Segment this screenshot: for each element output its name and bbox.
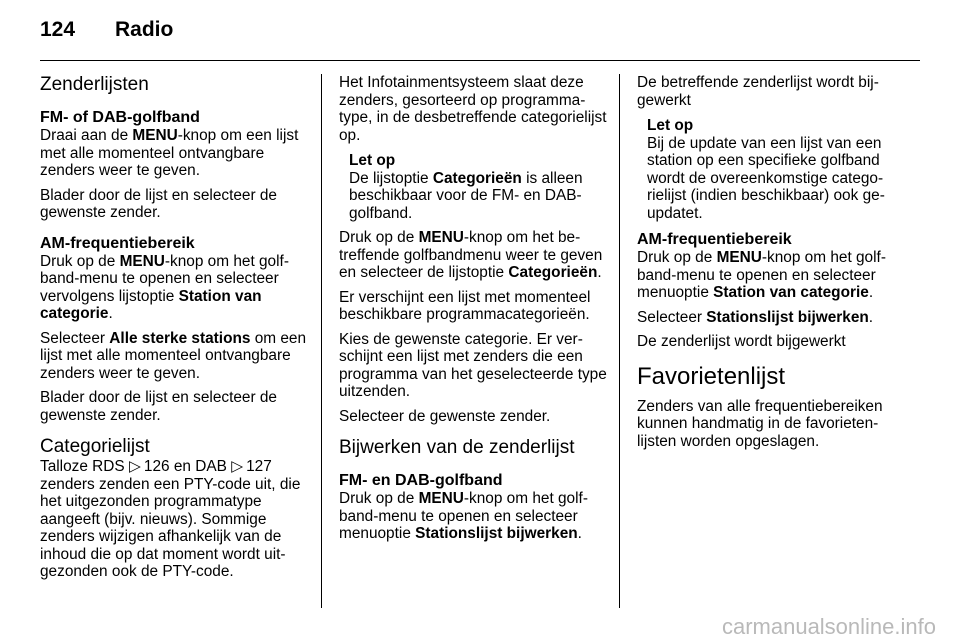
paragraph: Draai aan de MENU-knop om een lijst met alle momenteel ontvangbare zenders weer te geven. xyxy=(40,127,299,179)
column-1 xyxy=(40,74,312,581)
column-divider xyxy=(619,74,620,608)
arrow-reference-icon: ▷ xyxy=(231,458,244,475)
paragraph: Zenders van alle frequentiebereiken kunnen handmatig in de favorietenlijsten worden opgeslagen. xyxy=(637,397,883,450)
subheading-am: AM-frequentiebereik xyxy=(637,231,792,248)
paragraph: Er verschijnt een lijst met momenteel beschikbare programmacategorieën. xyxy=(339,288,591,323)
menu-knob-label: MENU xyxy=(119,252,165,270)
page-reference: 127 xyxy=(246,458,272,475)
paragraph: Het Infotainmentsysteem slaat deze zenders, gesorteerd op programmatype, in de desbetreffende categorielijst op. xyxy=(339,74,607,144)
menu-knob-label: MENU xyxy=(132,127,178,144)
heading-categorielijst: Categorielijst xyxy=(40,436,150,457)
menu-option-label: Stationslijst bijwerken xyxy=(706,308,869,326)
column-3 xyxy=(637,74,909,450)
menu-knob-label: MENU xyxy=(716,249,762,266)
note-text: De lijstoptie Categorieën is alleen beschikbaar voor de FM- en DAB-golfband. xyxy=(349,169,583,222)
paragraph: Kies de gewenste categorie. Er verschijnt een lijst met zenders die een programma van het geselecteerde type uitzenden. xyxy=(339,330,607,400)
menu-option-label: Station van categorie xyxy=(713,284,869,301)
paragraph: De zenderlijst wordt bijgewerkt xyxy=(637,333,846,350)
note-title: Let op xyxy=(349,152,396,169)
menu-knob-label: MENU xyxy=(418,490,464,507)
paragraph: De betreffende zenderlijst wordt bijgewerkt xyxy=(637,74,879,109)
heading-bijwerken: Bijwerken van de zenderlijst xyxy=(339,437,575,458)
paragraph: Selecteer de gewenste zender. xyxy=(339,407,551,425)
paragraph: Selecteer Stationslijst bijwerken. xyxy=(637,308,874,326)
menu-option-label: Station van categorie xyxy=(40,287,262,322)
section-title: Radio xyxy=(115,18,174,41)
paragraph: Druk op de MENU-knop om het golfband-menu te openen en selecteer vervolgens lijstoptie Station van categorie. xyxy=(40,252,289,322)
note-text: Bij de update van een lijst van een station op een specifieke golfband wordt de overeenkomstige categorielijst (indien beschikbaar) ook geupdatet. xyxy=(647,134,885,222)
paragraph: Blader door de lijst en selecteer de gewenste zender. xyxy=(40,186,277,221)
paragraph: Druk op de MENU-knop om het golfband-menu te openen en selecteer menuoptie Station van categorie. xyxy=(637,249,886,301)
subheading-am: AM-frequentiebereik xyxy=(40,234,195,252)
subheading-fm-dab: FM- en DAB-golfband xyxy=(339,472,503,489)
arrow-reference-icon: ▷ xyxy=(128,458,141,475)
page-number: 124 xyxy=(40,18,76,41)
column-2 xyxy=(339,74,611,543)
watermark-text: carmanualsonline.info xyxy=(721,614,936,639)
paragraph: Talloze RDS ▷ 126 en DAB ▷ 127 zenders zenden een PTY-code uit, die het uitgezonden programmatype aangeeft (bijv. nieuws). Sommige zenders wijzigen afhankelijk van de inhoud die op dat moment wordt uitgezonden ook de PTY-code. xyxy=(40,458,301,580)
header-rule xyxy=(40,60,920,61)
paragraph: Druk op de MENU-knop om het betreffende golfbandmenu weer te geven en selecteer de lijstoptie Categorieën. xyxy=(339,229,603,281)
menu-option-label: Categorieën xyxy=(432,169,522,187)
paragraph: Druk op de MENU-knop om het golfband-menu te openen en selecteer menuoptie Stationslijst bijwerken. xyxy=(339,490,588,542)
heading-zenderlijsten: Zenderlijsten xyxy=(40,74,149,95)
note-box xyxy=(637,117,909,222)
menu-option-label: Stationslijst bijwerken xyxy=(415,525,578,542)
note-box xyxy=(339,152,611,222)
paragraph: Blader door de lijst en selecteer de gewenste zender. xyxy=(40,389,277,424)
menu-option-label: Alle sterke stations xyxy=(109,329,251,347)
paragraph: Selecteer Alle sterke stations om een lijst met alle momenteel ontvangbare zenders weer te geven. xyxy=(40,329,307,382)
menu-knob-label: MENU xyxy=(418,229,464,246)
subheading-fm-dab: FM- of DAB-golfband xyxy=(40,109,200,126)
column-divider xyxy=(321,74,322,608)
menu-option-label: Categorieën xyxy=(508,264,598,281)
heading-favorietenlijst: Favorietenlijst xyxy=(637,362,786,390)
page-reference: 126 xyxy=(143,458,170,475)
note-title: Let op xyxy=(647,117,694,134)
